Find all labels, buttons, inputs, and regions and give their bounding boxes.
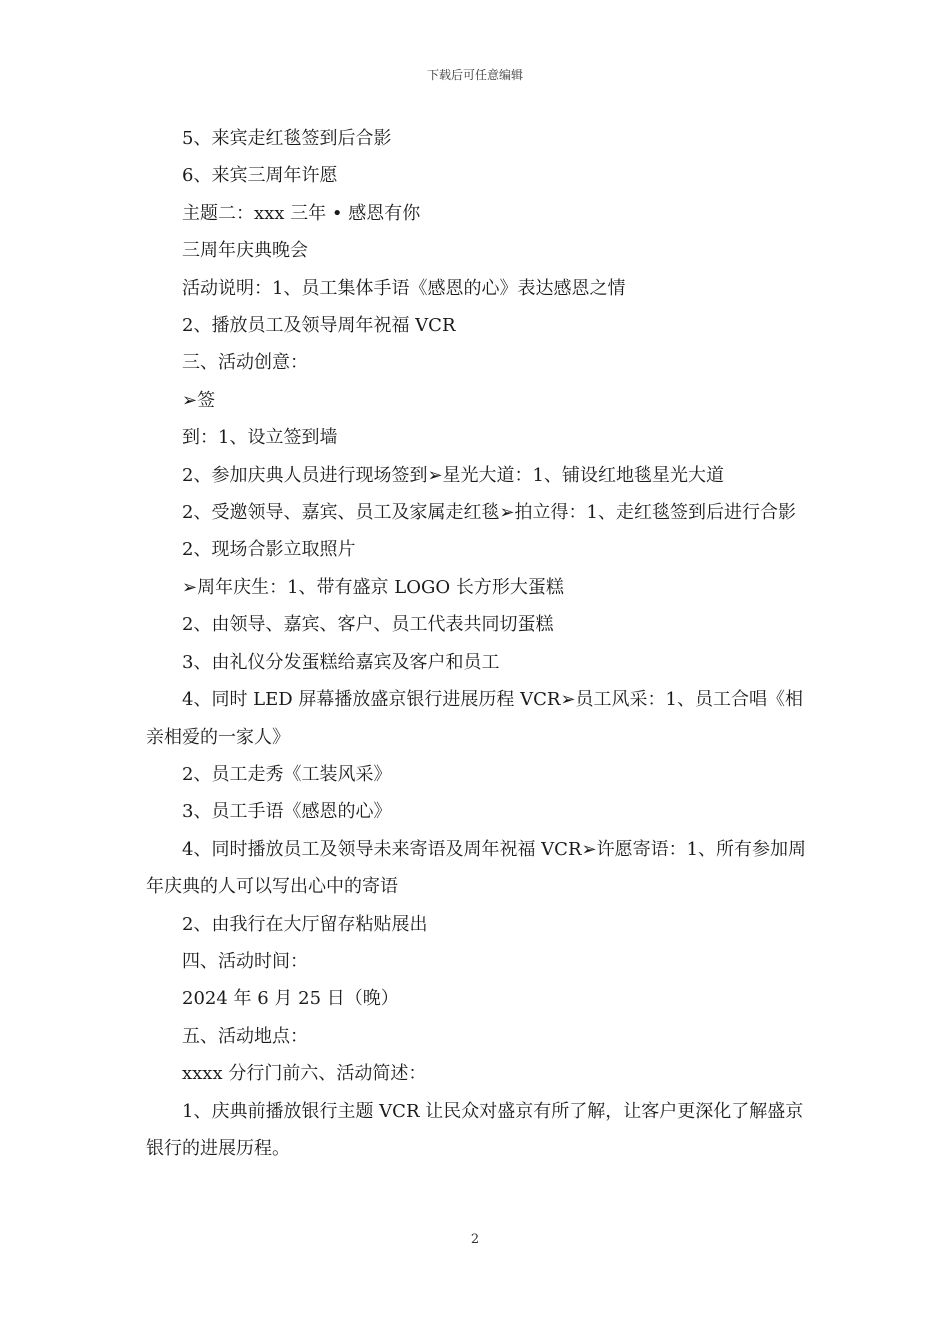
paragraph: ➢周年庆生：1、带有盛京 LOGO 长方形大蛋糕 [182,576,564,598]
paragraph: 三周年庆典晚会 [182,240,308,262]
page-number: 2 [470,1232,480,1247]
paragraph: 6、来宾三周年许愿 [182,165,338,187]
document-body [146,120,810,1167]
paragraph: xxxx 分行门前六、活动简述： [182,1063,427,1085]
paragraph: 主题二：xxx 三年 • 感恩有你 [182,202,421,224]
paragraph: 2、播放员工及领导周年祝福 VCR [182,315,456,337]
section-heading: 三、活动创意： [182,352,308,374]
paragraph: 4、同时 LED 屏幕播放盛京银行进展历程 VCR➢员工风采：1、员工合唱《相亲相爱的一家人》 [146,689,803,748]
paragraph: 活动说明：1、员工集体手语《感恩的心》表达感恩之情 [182,277,626,299]
paragraph: 5、来宾走红毯签到后合影 [182,128,392,149]
paragraph: 1、庆典前播放银行主题 VCR 让民众对盛京有所了解，让客户更深化了解盛京银行的进展历程。 [146,1100,804,1159]
section-heading: 五、活动地点： [182,1025,308,1047]
paragraph: 2、由我行在大厅留存粘贴展出 [182,913,428,935]
paragraph: 到：1、设立签到墙 [182,427,338,449]
paragraph: 3、由礼仪分发蛋糕给嘉宾及客户和员工 [182,651,500,673]
section-heading: 四、活动时间： [182,950,308,972]
paragraph: 2、现场合影立取照片 [182,539,356,561]
paragraph: 4、同时播放员工及领导未来寄语及周年祝福 VCR➢许愿寄语：1、所有参加周年庆典的人可以写出心中的寄语 [146,838,807,898]
paragraph: 2024 年 6 月 25 日（晚） [182,988,399,1010]
paragraph: 2、由领导、嘉宾、客户、员工代表共同切蛋糕 [182,614,554,636]
paragraph: 2、参加庆典人员进行现场签到➢星光大道：1、铺设红地毯星光大道 [182,464,724,486]
paragraph: 2、受邀领导、嘉宾、员工及家属走红毯➢拍立得：1、走红毯签到后进行合影 [182,502,796,524]
paragraph: ➢签 [182,389,216,411]
paragraph: 3、员工手语《感恩的心》 [182,801,392,823]
paragraph: 2、员工走秀《工装风采》 [182,763,392,785]
page-header: 下载后可任意编辑 [426,68,523,82]
